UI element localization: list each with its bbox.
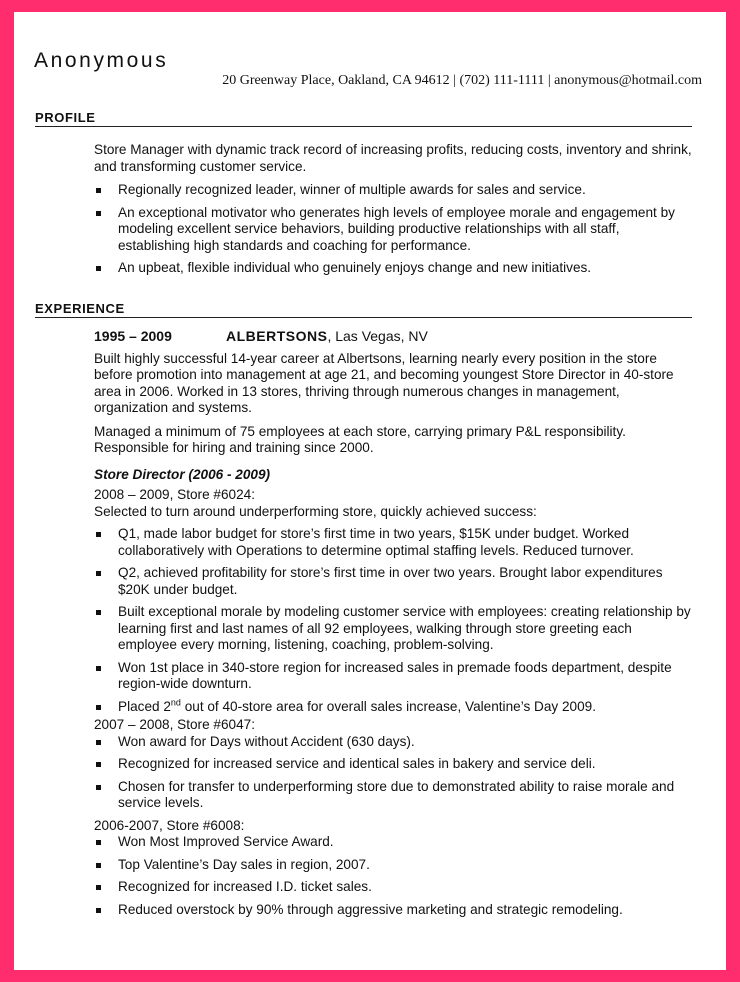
store-title: 2006-2007, Store #6008:	[94, 817, 245, 833]
list-item: Won Most Improved Service Award.	[94, 834, 694, 851]
role-title: Store Director (2006 - 2009)	[94, 466, 271, 482]
bullet-icon	[96, 266, 101, 271]
resume-page	[14, 12, 726, 970]
job-description: Built highly successful 14-year career at Albertsons, learning nearly every position in the store before promotion into management at age 21, and becoming youngest Store Director in 40-store area in 2006. Worked in 13 stores, thriving through numerous changes in management, organization and systems.	[94, 350, 674, 415]
contact-line: 20 Greenway Place, Oakland, CA 94612 | (702) 111-1111 | anonymous@hotmail.com	[222, 73, 702, 88]
job-location: , Las Vegas, NV	[327, 328, 428, 344]
bullet-icon	[96, 571, 101, 576]
list-item: Top Valentine’s Day sales in region, 2007.	[94, 857, 694, 874]
job-years: 1995 – 2009	[94, 328, 172, 344]
list-item: Recognized for increased I.D. ticket sales.	[94, 879, 694, 896]
profile-bullets	[94, 182, 694, 277]
list-item: Chosen for transfer to underperforming store due to demonstrated ability to raise morale and service levels.	[94, 779, 694, 812]
bullet-icon	[96, 666, 101, 671]
bullet-icon	[96, 705, 101, 710]
list-item: An exceptional motivator who generates high levels of employee morale and engagement by modeling excellent service behaviors, building productive relationships with all staff, establishing high standards and coaching for performance.	[94, 205, 694, 255]
bullet-icon	[96, 908, 101, 913]
list-item: Placed 2nd out of 40-store area for overall sales increase, Valentine’s Day 2009.	[94, 699, 694, 716]
bullet-icon	[96, 532, 101, 537]
profile-section	[94, 142, 694, 283]
experience-section	[94, 328, 694, 924]
bullet-icon	[96, 740, 101, 745]
list-item: Built exceptional morale by modeling customer service with employees: creating relationship by learning first and last names of all 92 employees, walking through store greeting each employee every morning, listening, coaching, problem-solving.	[94, 604, 694, 654]
bullet-icon	[96, 610, 101, 615]
store-bullets	[94, 734, 694, 812]
store-title: 2007 – 2008, Store #6047:	[94, 717, 255, 732]
list-item: Regionally recognized leader, winner of multiple awards for sales and service.	[94, 182, 694, 199]
list-item: Won 1st place in 340-store region for increased sales in premade foods department, despite region-wide downturn.	[94, 660, 694, 693]
bullet-icon	[96, 762, 101, 767]
store-bullets	[94, 526, 694, 715]
bullet-icon	[96, 188, 101, 193]
job-responsibilities: Managed a minimum of 75 employees at each store, carrying primary P&L responsibility. Responsible for hiring and training since 2000.	[94, 423, 626, 455]
job-header	[94, 328, 694, 345]
store-bullets	[94, 834, 694, 918]
list-item: Reduced overstock by 90% through aggressive marketing and strategic remodeling.	[94, 902, 694, 919]
list-item: An upbeat, flexible individual who genuinely enjoys change and new initiatives.	[94, 260, 694, 277]
experience-heading: EXPERIENCE	[35, 301, 692, 318]
list-item: Won award for Days without Accident (630 days).	[94, 734, 694, 751]
profile-summary: Store Manager with dynamic track record of increasing profits, reducing costs, inventory and shrink, and transforming customer service.	[94, 142, 692, 174]
profile-heading: PROFILE	[35, 110, 692, 127]
list-item: Q2, achieved profitability for store’s first time in over two years. Brought labor expenditures $20K under budget.	[94, 565, 694, 598]
candidate-name: Anonymous	[34, 49, 169, 72]
bullet-icon	[96, 785, 101, 790]
bullet-icon	[96, 211, 101, 216]
store-title: 2008 – 2009, Store #6024:	[94, 487, 255, 502]
list-item: Q1, made labor budget for store’s first time in two years, $15K under budget. Worked collaboratively with Operations to determine optimal staffing levels. Reduced turnover.	[94, 526, 694, 559]
store-intro: Selected to turn around underperforming store, quickly achieved success:	[94, 503, 537, 519]
job-company: ALBERTSONS	[226, 328, 328, 344]
bullet-icon	[96, 840, 101, 845]
bullet-icon	[96, 885, 101, 890]
list-item: Recognized for increased service and identical sales in bakery and service deli.	[94, 756, 694, 773]
bullet-icon	[96, 863, 101, 868]
